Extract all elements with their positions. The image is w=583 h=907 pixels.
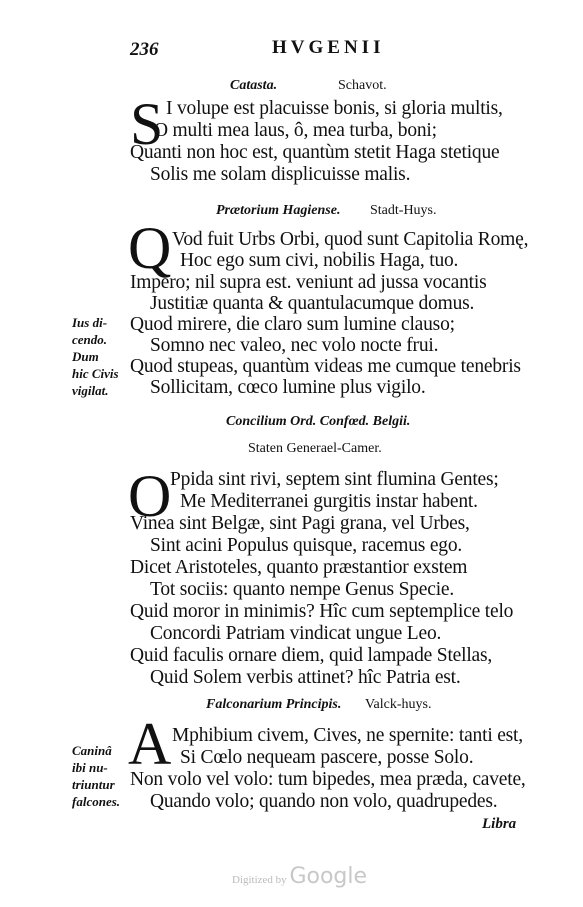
page-number: 236: [130, 39, 159, 60]
verse-line: Dicet Aristoteles, quanto præstantior exstem: [130, 557, 468, 578]
verse-line: Quid moror in minimis? Hîc cum septemplice telo: [130, 601, 514, 622]
margin-note-line: falcones.: [72, 794, 121, 809]
verse-line: Vinea sint Belgæ, sint Pagi grana, vel Urbes,: [130, 513, 470, 534]
margin-note-line: Caninâ: [72, 743, 112, 758]
verse-line: Somno nec valeo, nec volo nocte frui.: [150, 335, 439, 356]
verse-line: Sint acini Populus quisque, racemus ego.: [150, 535, 463, 556]
verse-line: Quod stupeas, quantùm videas me cumque tenebris: [130, 356, 521, 377]
running-head: HVGENII: [272, 37, 385, 58]
margin-note: [72, 314, 119, 399]
drop-cap: A: [128, 711, 172, 777]
poem-title-latin: Prætorium Hagiense.: [216, 203, 341, 218]
verse-line: Si Cœlo nequeam pascere, posse Solo.: [180, 747, 474, 768]
margin-note-line: hic Civis: [72, 366, 119, 381]
verse-line: O multi mea laus, ô, mea turba, boni;: [154, 120, 437, 141]
verse-line: Non volo vel volo: tum bipedes, mea præda, cavete,: [130, 769, 526, 790]
margin-note-line: triuntur: [72, 777, 115, 792]
verse-line: Concordi Patriam vindicat ungue Leo.: [150, 623, 442, 644]
margin-note-line: vigilat.: [72, 383, 109, 398]
poem-title-dutch: Staten Generael-Camer.: [248, 441, 382, 456]
drop-cap: Q: [128, 215, 172, 281]
margin-note-line: Ius di-: [72, 315, 108, 330]
verse-line: Mphibium civem, Cives, ne spernite: tanti est,: [172, 725, 523, 746]
watermark-prefix: Digitized by: [232, 874, 287, 886]
drop-cap: S: [130, 91, 164, 157]
poem-title-latin: Catasta.: [230, 78, 278, 93]
margin-note: [72, 742, 120, 810]
verse-line: Hoc ego sum civi, nobilis Haga, tuo.: [180, 250, 459, 271]
verse-line: Quando volo; quando non volo, quadrupedes.: [150, 791, 498, 812]
verse-line: Quid faculis ornare diem, quid lampade Stellas,: [130, 645, 493, 666]
verse-line: Tot sociis: quanto nempe Genus Specie.: [150, 579, 455, 600]
margin-note-line: cendo.: [72, 332, 108, 347]
verse-line: I volupe est placuisse bonis, si gloria multis,: [166, 98, 503, 119]
verse-line: Quid Solem verbis attinet? hîc Patria est.: [150, 667, 461, 688]
verse-line: Quanti non hoc est, quantùm stetit Haga stetique: [130, 142, 500, 163]
margin-note-line: ibi nu-: [72, 760, 108, 775]
poem-title-latin: Falconarium Principis.: [206, 697, 342, 712]
poem-title-dutch: Stadt-Huys.: [370, 203, 437, 218]
google-logo: Google: [289, 864, 368, 889]
verse-line: Sollicitam, cœco lumine plus vigilo.: [150, 377, 426, 398]
drop-cap: O: [128, 463, 172, 529]
verse-line: Me Mediterranei gurgitis instar habent.: [180, 491, 478, 512]
digitized-watermark: [232, 864, 367, 889]
verse-line: Impero; nil supra est. veniunt ad jussa vocantis: [130, 272, 487, 293]
catchword: Libra: [482, 816, 517, 832]
verse-line: Quod mirere, die claro sum lumine clauso;: [130, 314, 455, 335]
verse-line: Justitiæ quanta & quantulacumque domus.: [150, 293, 475, 314]
verse-line: Vod fuit Urbs Orbi, quod sunt Capitolia Romę,: [172, 229, 529, 250]
poem-title-dutch: Schavot.: [338, 78, 387, 93]
margin-note-line: Dum: [72, 349, 99, 364]
poem-title-dutch: Valck-huys.: [365, 697, 432, 712]
poem-title-latin: Concilium Ord. Confœd. Belgii.: [226, 414, 411, 429]
verse-line: Ppida sint rivi, septem sint flumina Gentes;: [170, 469, 499, 490]
verse-line: Solis me solam displicuisse malis.: [150, 164, 411, 185]
